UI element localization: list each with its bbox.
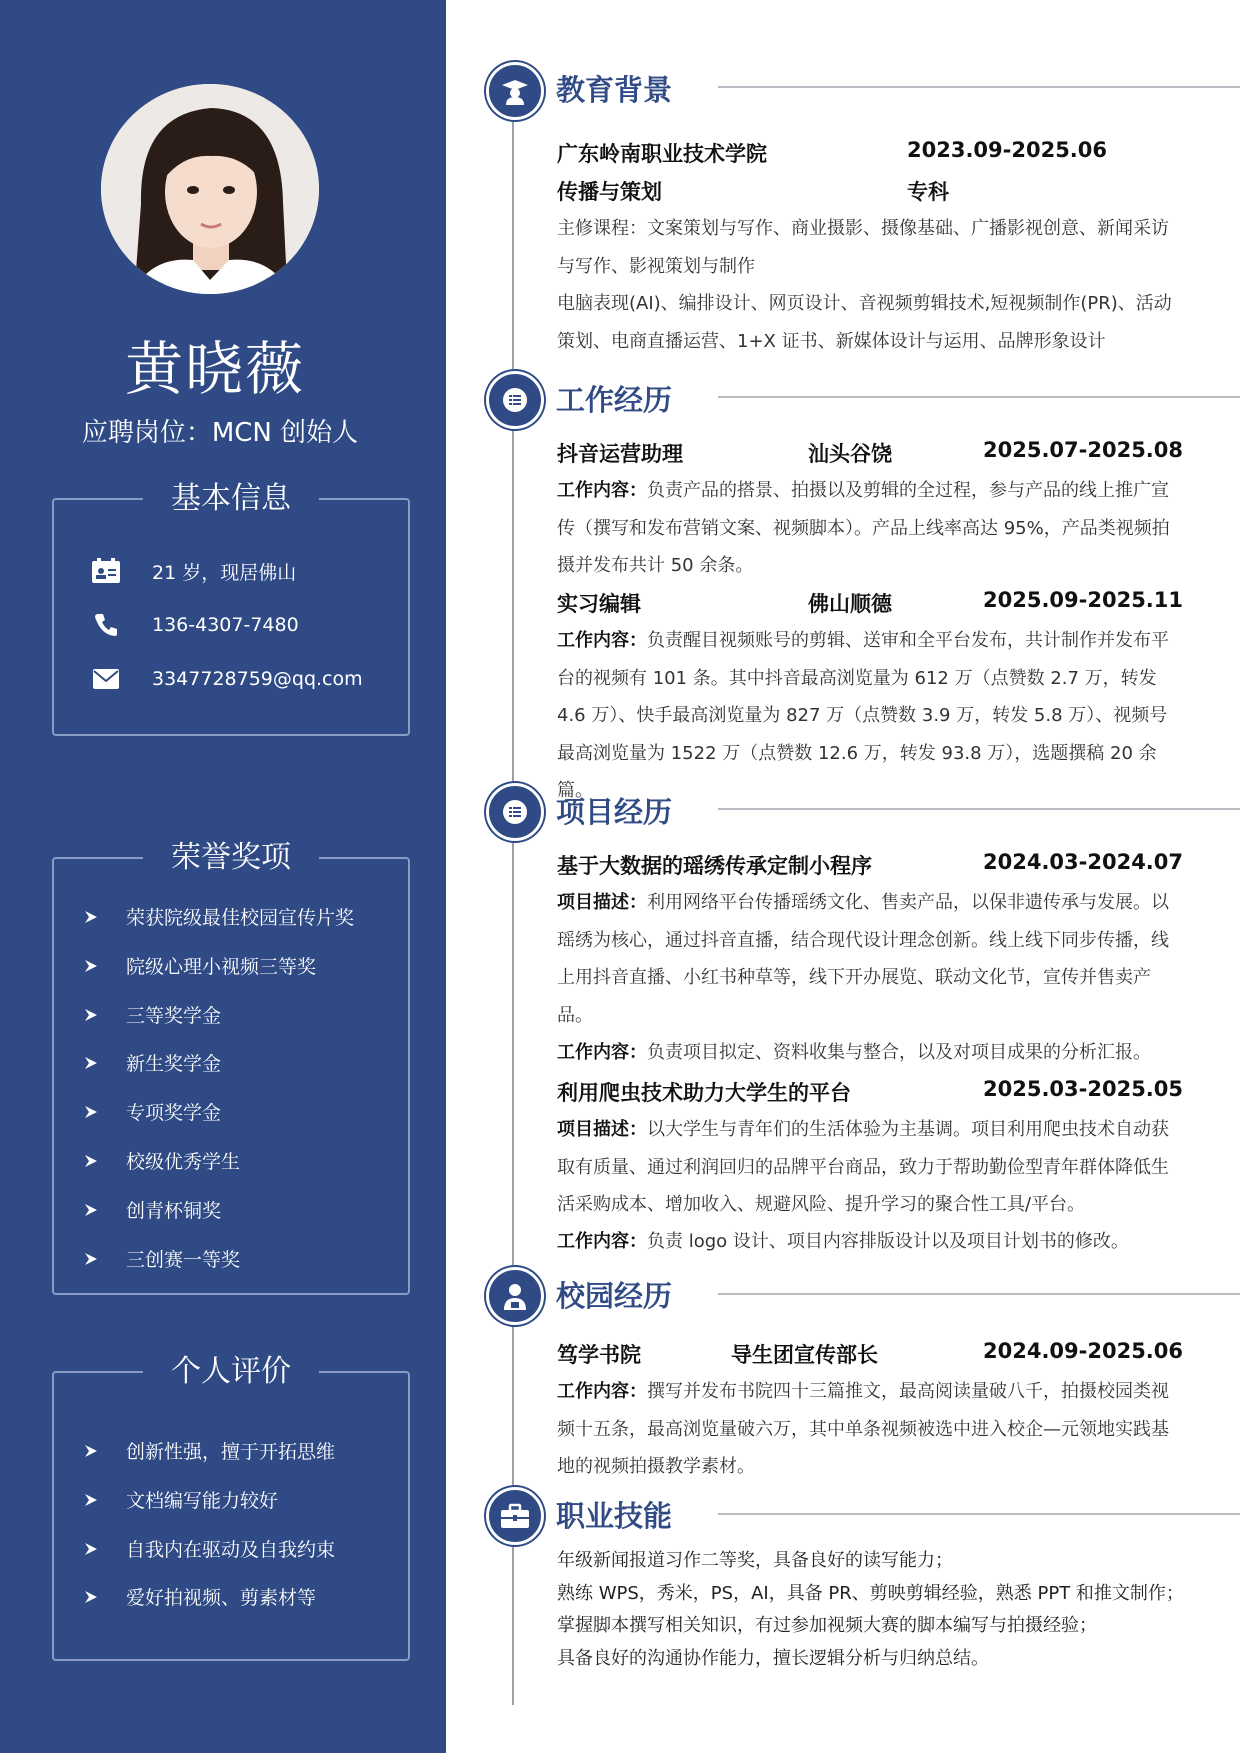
arrow-icon (84, 910, 98, 924)
job-description: 工作内容：负责产品的搭景、拍摄以及剪辑的全过程，参与产品的线上推广宣传（撰写和发布营销文案、视频脚本）。产品上线率高达 95%，产品类视频拍摄并发布共计 50 余条。 (557, 480, 1170, 576)
section-divider (718, 1513, 1240, 1515)
degree: 专科 (907, 180, 949, 204)
section-divider (718, 808, 1240, 810)
job-role: 抖音运营助理 (557, 442, 683, 466)
email-icon (90, 664, 122, 694)
project-name: 基于大数据的瑶绣传承定制小程序 (557, 854, 872, 878)
project-period: 2024.03-2024.07 (983, 850, 1184, 874)
arrow-icon (84, 1154, 98, 1168)
project-description: 项目描述：以大学生与青年们的生活体验为主基调。项目利用爬虫技术自动获取有质量、通过利润回归的品牌平台商品，致力于帮助勤俭型青年群体降低生活采购成本、增加收入、规避风险、提升学习的聚合性工具/平台。 (557, 1119, 1169, 1215)
job-company: 佛山顺德 (808, 592, 892, 616)
arrow-icon (84, 1252, 98, 1266)
eval-item: 文档编写能力较好 (84, 1486, 278, 1513)
arrow-icon (84, 959, 98, 973)
arrow-icon (84, 1056, 98, 1070)
avatar (101, 84, 319, 294)
honors-title: 荣誉奖项 (143, 839, 319, 877)
job-role: 实习编辑 (557, 592, 641, 616)
phone-icon (90, 610, 122, 640)
arrow-icon (84, 1542, 98, 1556)
section-divider (718, 396, 1240, 398)
courses-main: 主修课程：文案策划与写作、商业摄影、摄像基础、广播影视创意、新闻采访与写作、影视策划与制作 (557, 218, 1169, 277)
eval-item: 创新性强，擅于开拓思维 (84, 1437, 335, 1464)
campus-period: 2024.09-2025.06 (983, 1339, 1184, 1363)
self-eval-box (52, 1354, 410, 1661)
honor-item: 创青杯铜奖 (84, 1196, 221, 1223)
honor-item: 三创赛一等奖 (84, 1245, 240, 1272)
job-period: 2025.07-2025.08 (983, 438, 1184, 462)
skills-title: 职业技能 (556, 1499, 673, 1533)
honor-item: 院级心理小视频三等奖 (84, 952, 316, 979)
basic-info-box (52, 481, 410, 736)
sidebar (0, 0, 446, 1753)
position-title: MCN 创始人 (211, 418, 359, 448)
skill-item: 年级新闻报道习作二等奖，具备良好的读写能力； (557, 1550, 953, 1571)
arrow-icon (84, 1590, 98, 1604)
arrow-icon (84, 1008, 98, 1022)
job-company: 汕头谷饶 (808, 442, 892, 466)
section-divider (718, 86, 1240, 88)
project-period: 2025.03-2025.05 (983, 1077, 1184, 1101)
school-name: 广东岭南职业技术学院 (557, 142, 767, 166)
honor-item: 荣获院级最佳校园宣传片奖 (84, 903, 354, 930)
briefcase-icon (486, 1487, 544, 1545)
arrow-icon (84, 1493, 98, 1507)
basic-info-title: 基本信息 (143, 480, 319, 518)
arrow-icon (84, 1444, 98, 1458)
info-text: 21 岁，现居佛山 (152, 561, 297, 584)
campus-role: 导生团宣传部长 (731, 1343, 878, 1367)
campus-description: 工作内容：撰写并发布书院四十三篇推文，最高阅读量破八千，拍摄校园类视频十五条，最高浏览量破六万，其中单条视频被选中进入校企—元领地实践基地的视频拍摄教学素材。 (557, 1381, 1169, 1477)
honor-item: 新生奖学金 (84, 1049, 221, 1076)
courses-extra: 电脑表现(AI)、编排设计、网页设计、音视频剪辑技术,短视频制作(PR)、活动策划、电商直播运营、1+X 证书、新媒体设计与运用、品牌形象设计 (557, 293, 1172, 352)
info-phone (90, 610, 299, 640)
id-card-icon (90, 556, 122, 586)
applied-position (0, 412, 440, 449)
job-description: 工作内容：负责醒目视频账号的剪辑、送审和全平台发布，共计制作并发布平台的视频有 101 条。其中抖音最高浏览量为 612 万（点赞数 2.7 万，转发 4.6 万）、快手最高浏览量为 827 万（点赞数 3.9 万，转发 5.8 万）、视频号最高浏览量为 1522 万（点赞数 12.6 万，转发 93.8 万），选题撰稿 20 余篇。 (557, 630, 1169, 801)
skill-item: 熟练 WPS，秀米，PS，AI，具备 PR、剪映剪辑经验，熟悉 PPT 和推文制作； (557, 1583, 1184, 1604)
eval-item: 自我内在驱动及自我约束 (84, 1535, 335, 1562)
honors-box (52, 840, 410, 1295)
candidate-name: 黄晓薇 (124, 335, 305, 403)
info-text: 3347728759@qq.com (152, 668, 363, 690)
info-text: 136-4307-7480 (152, 614, 299, 636)
campus-org: 笃学书院 (557, 1343, 641, 1367)
honor-item: 三等奖学金 (84, 1001, 221, 1028)
skill-item: 具备良好的沟通协作能力，擅长逻辑分析与归纳总结。 (557, 1648, 989, 1669)
project-work: 工作内容：负责项目拟定、资料收集与整合，以及对项目成果的分析汇报。 (557, 1042, 1151, 1063)
arrow-icon (84, 1105, 98, 1119)
major: 传播与策划 (557, 180, 662, 204)
list-icon (486, 371, 544, 429)
arrow-icon (84, 1203, 98, 1217)
portrait-image (101, 84, 319, 294)
eval-item: 爱好拍视频、剪素材等 (84, 1583, 316, 1610)
skill-item: 掌握脚本撰写相关知识，有过参加视频大赛的脚本编写与拍摄经验； (557, 1615, 1097, 1636)
info-email (90, 664, 363, 694)
honor-item: 校级优秀学生 (84, 1147, 240, 1174)
project-work: 工作内容：负责 logo 设计、项目内容排版设计以及项目计划书的修改。 (557, 1231, 1129, 1252)
graduation-cap-icon (486, 62, 544, 120)
section-divider (718, 1293, 1240, 1295)
person-badge-icon (486, 1267, 544, 1325)
job-period: 2025.09-2025.11 (983, 588, 1184, 612)
list-icon (486, 783, 544, 841)
position-label: 应聘岗位： (81, 418, 212, 448)
timeline-line (512, 110, 514, 1705)
education-period: 2023.09-2025.06 (907, 138, 1108, 162)
honor-item: 专项奖学金 (84, 1098, 221, 1125)
education-title: 教育背景 (556, 73, 673, 107)
info-age-location (90, 556, 296, 586)
campus-title: 校园经历 (556, 1279, 673, 1313)
work-title: 工作经历 (556, 383, 673, 417)
projects-title: 项目经历 (556, 795, 673, 829)
project-name: 利用爬虫技术助力大学生的平台 (557, 1081, 851, 1105)
self-eval-title: 个人评价 (143, 1353, 319, 1391)
project-description: 项目描述：利用网络平台传播瑶绣文化、售卖产品，以保非遗传承与发展。以瑶绣为核心，通过抖音直播，结合现代设计理念创新。线上线下同步传播，线上用抖音直播、小红书种草等，线下开办展览、联动文化节，宣传并售卖产品。 (557, 892, 1169, 1026)
